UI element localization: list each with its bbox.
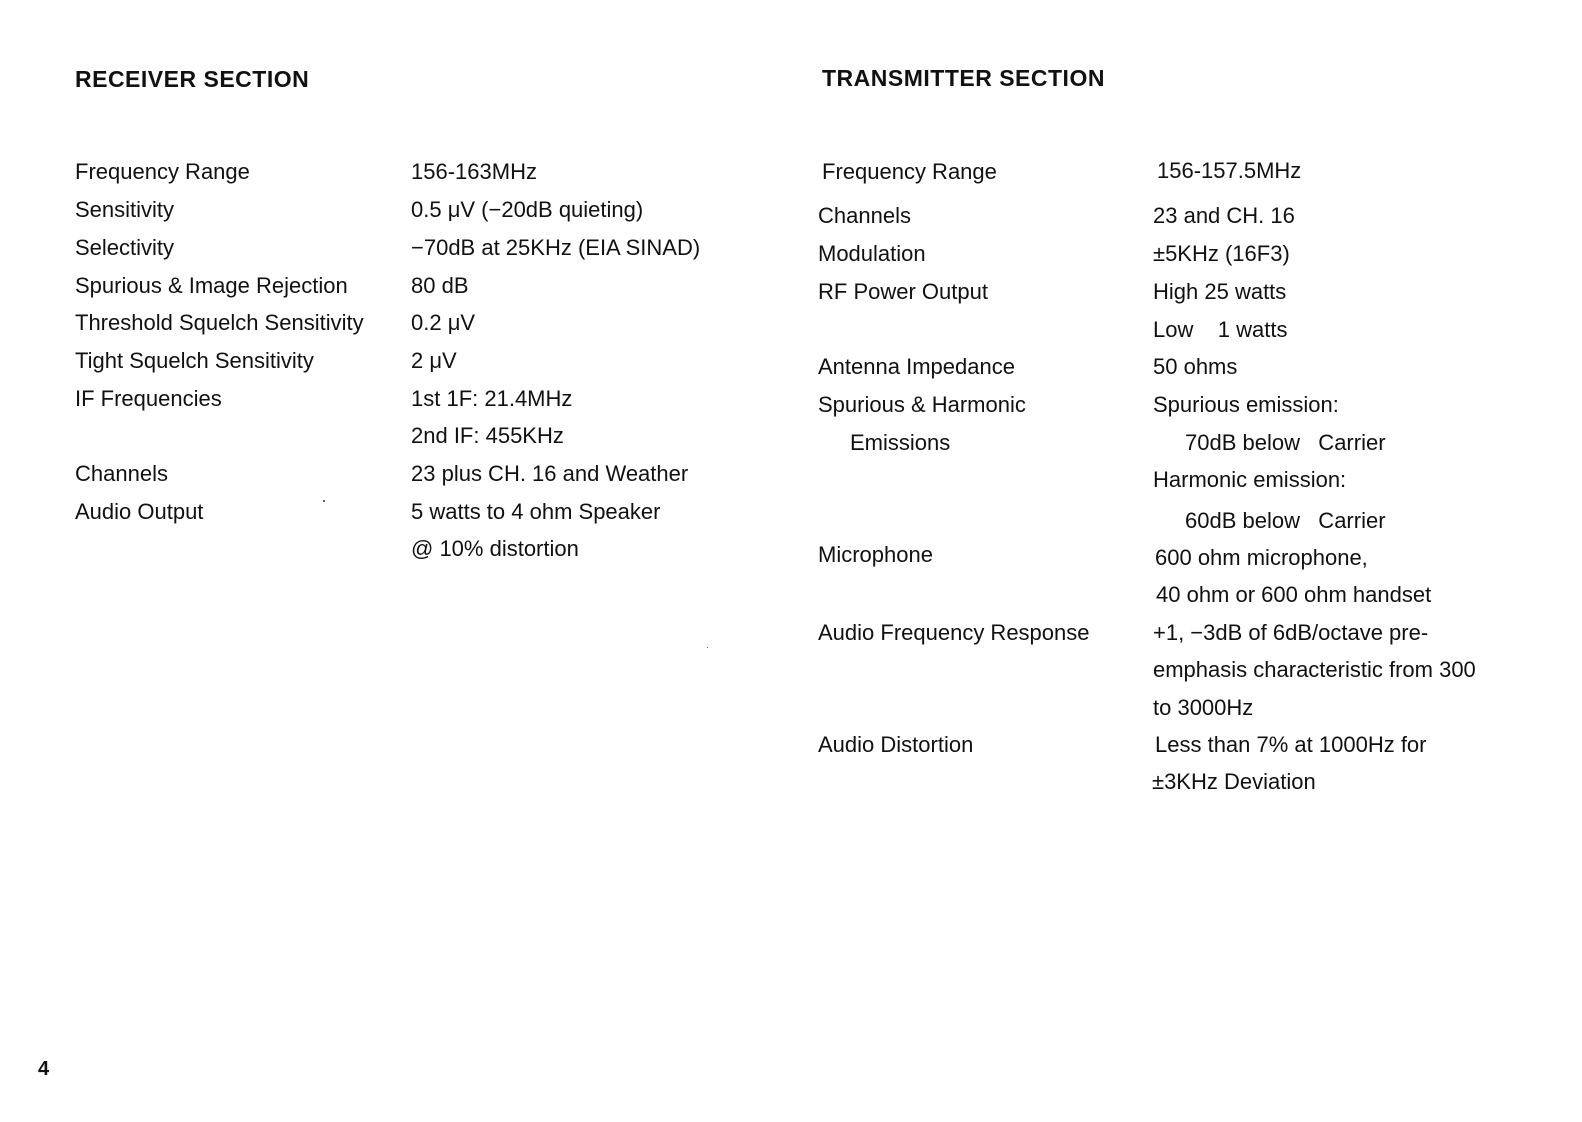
transmitter-value: 70dB below Carrier — [1185, 430, 1386, 455]
transmitter-value: ±3KHz Deviation — [1152, 769, 1316, 794]
transmitter-label: Modulation — [818, 241, 926, 266]
transmitter-label: Emissions — [850, 430, 951, 455]
transmitter-value: Less than 7% at 1000Hz for — [1155, 732, 1427, 757]
transmitter-value: Harmonic emission: — [1153, 467, 1347, 492]
scan-speck — [707, 647, 708, 648]
transmitter-label: Audio Distortion — [818, 732, 974, 757]
receiver-label: Threshold Squelch Sensitivity — [75, 310, 364, 335]
transmitter-value: emphasis characteristic from 300 — [1153, 657, 1476, 682]
receiver-label: IF Frequencies — [75, 386, 222, 411]
receiver-section-title: RECEIVER SECTION — [75, 66, 310, 92]
receiver-label: Audio Output — [75, 499, 204, 524]
receiver-value: 2 μV — [411, 348, 457, 373]
scan-speck — [323, 500, 325, 502]
receiver-value: 80 dB — [411, 273, 469, 298]
receiver-label: Sensitivity — [75, 197, 175, 222]
transmitter-label: Antenna Impedance — [818, 354, 1015, 379]
receiver-value: 2nd IF: 455KHz — [411, 423, 564, 448]
page-number: 4 — [38, 1058, 50, 1080]
transmitter-value: Low 1 watts — [1153, 317, 1288, 342]
receiver-value: 0.2 μV — [411, 310, 476, 335]
transmitter-value: +1, −3dB of 6dB/octave pre- — [1153, 620, 1429, 645]
receiver-label: Tight Squelch Sensitivity — [75, 348, 314, 373]
transmitter-value: High 25 watts — [1153, 279, 1287, 304]
transmitter-label: Spurious & Harmonic — [818, 392, 1026, 417]
transmitter-label: Microphone — [818, 542, 933, 567]
transmitter-value: 60dB below Carrier — [1185, 508, 1386, 533]
receiver-value: 0.5 μV (−20dB quieting) — [411, 197, 644, 222]
transmitter-label: RF Power Output — [818, 279, 988, 304]
transmitter-value: Spurious emission: — [1153, 392, 1339, 417]
transmitter-value: 156-157.5MHz — [1157, 158, 1302, 183]
transmitter-label: Audio Frequency Response — [818, 620, 1090, 645]
transmitter-label: Channels — [818, 203, 911, 228]
receiver-value: 5 watts to 4 ohm Speaker — [411, 499, 661, 524]
transmitter-value: 40 ohm or 600 ohm handset — [1156, 582, 1432, 607]
transmitter-section-title: TRANSMITTER SECTION — [822, 65, 1105, 91]
receiver-value: 156-163MHz — [411, 159, 537, 184]
receiver-value: @ 10% distortion — [411, 536, 579, 561]
transmitter-label: Frequency Range — [822, 159, 997, 184]
transmitter-value: 600 ohm microphone, — [1155, 545, 1368, 570]
receiver-value: 23 plus CH. 16 and Weather — [411, 461, 689, 486]
receiver-label: Frequency Range — [75, 159, 250, 184]
transmitter-value: to 3000Hz — [1153, 695, 1254, 720]
transmitter-value: 50 ohms — [1153, 354, 1238, 379]
receiver-value: −70dB at 25KHz (EIA SINAD) — [411, 235, 701, 260]
receiver-label: Spurious & Image Rejection — [75, 273, 348, 298]
receiver-label: Selectivity — [75, 235, 175, 260]
receiver-label: Channels — [75, 461, 168, 486]
receiver-value: 1st 1F: 21.4MHz — [411, 386, 573, 411]
transmitter-value: ±5KHz (16F3) — [1153, 241, 1290, 266]
transmitter-value: 23 and CH. 16 — [1153, 203, 1295, 228]
